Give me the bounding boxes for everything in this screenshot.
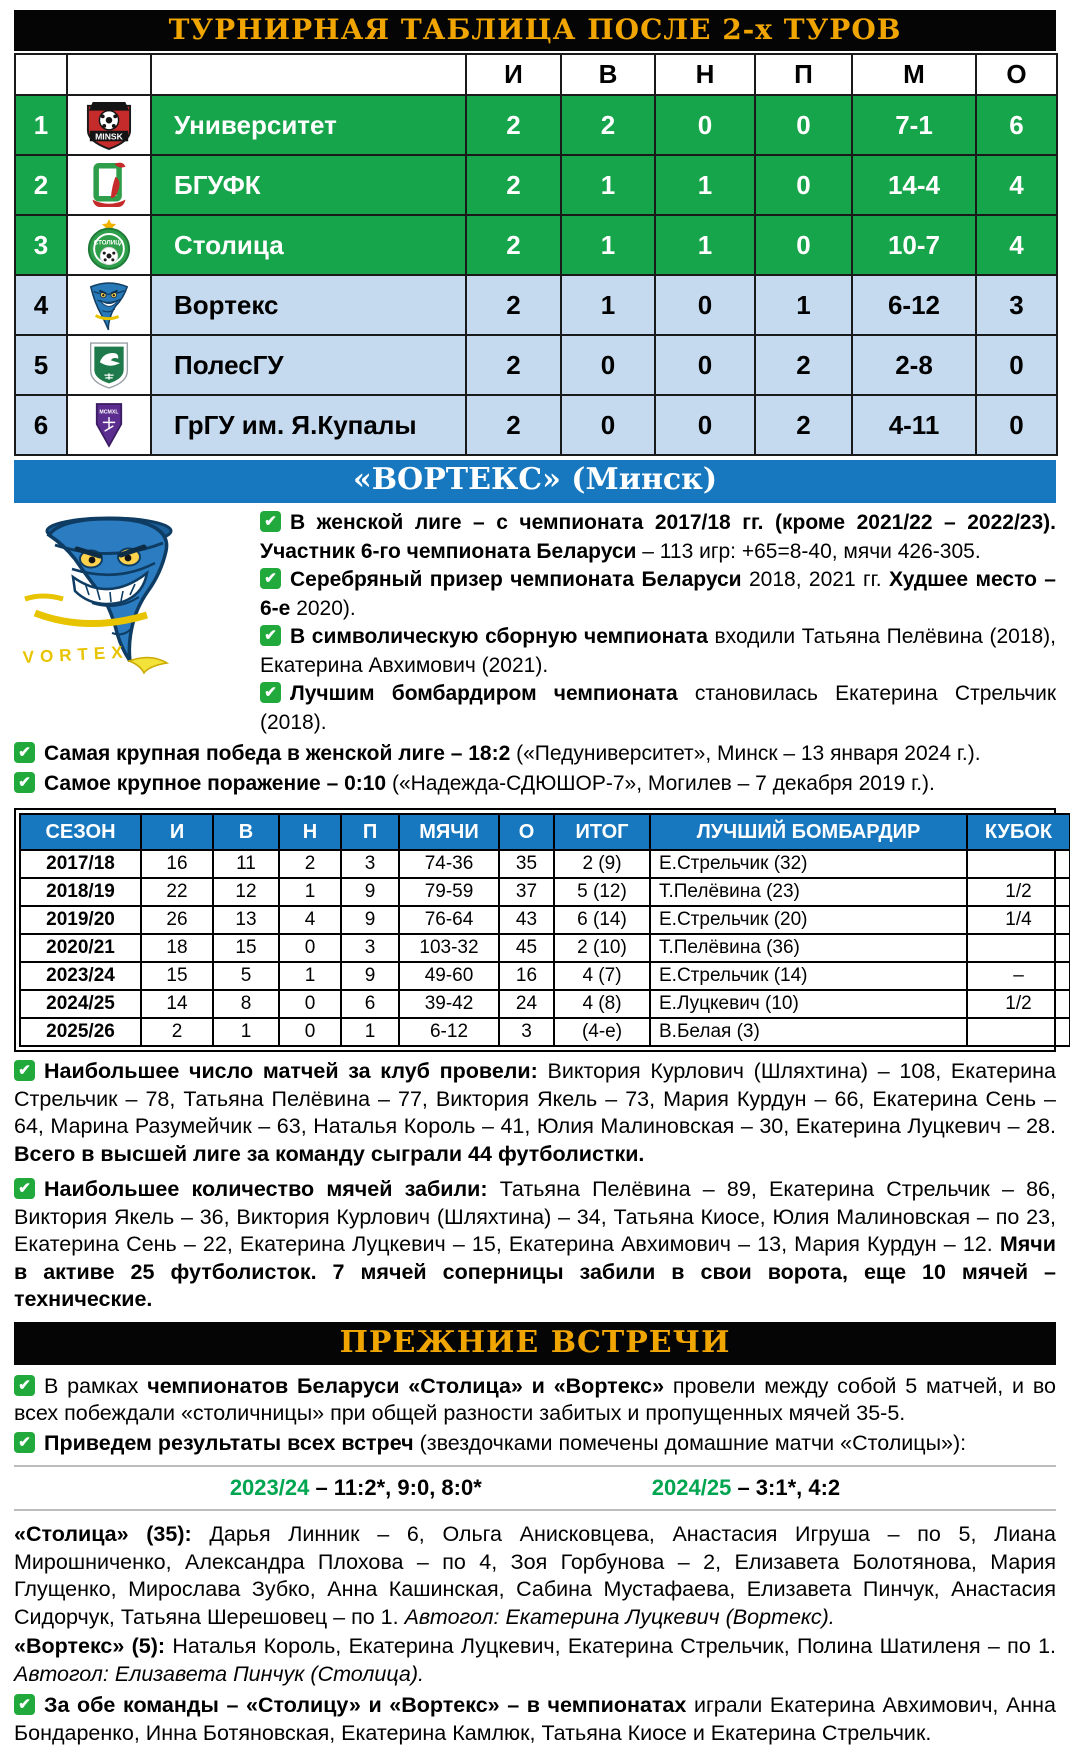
club-info-bullet: [260, 509, 1056, 566]
club-records-bullets: [14, 739, 1056, 798]
standings-column-header: В: [561, 54, 655, 95]
season-cell: В.Белая (3): [650, 1018, 967, 1046]
losses-cell: 1: [755, 275, 852, 335]
rank-cell: 3: [15, 215, 67, 275]
wins-cell: 0: [561, 395, 655, 455]
season-row: [20, 990, 1070, 1018]
standings-header-blank: [67, 54, 151, 95]
draws-cell: 0: [655, 395, 755, 455]
draws-cell: 0: [655, 95, 755, 155]
season-column-header: И: [141, 814, 213, 850]
rich-text: [260, 568, 1056, 620]
text-segment: Самое крупное поражение – 0:10: [44, 771, 392, 795]
season-cell: 2025/26: [20, 1018, 141, 1046]
season-cell: 3: [341, 850, 399, 878]
standings-header-blank: [15, 54, 67, 95]
text-segment: провели между собой 5 матчей, и во всех побеждали «столичницы» при общей разности забитых и пропущенных мячей 35-5.: [14, 1373, 1057, 1426]
points-cell: 4: [976, 155, 1057, 215]
club-info-list: [260, 509, 1056, 737]
rich-text: [14, 1522, 1056, 1629]
games-cell: 2: [466, 275, 561, 335]
season-scores: – 11:2*, 9:0, 8:0*: [309, 1475, 482, 1501]
text-segment: Худшее место – 6-е: [260, 568, 1056, 620]
season-cell: 3: [499, 1018, 554, 1046]
points-cell: 6: [976, 95, 1057, 155]
standings-column-header: Н: [655, 54, 755, 95]
team-logo-cell: [67, 215, 151, 275]
team-name-cell: ПолесГУ: [151, 335, 466, 395]
season-row: [20, 906, 1070, 934]
team-logo-cell: [67, 335, 151, 395]
season-row: [20, 1018, 1070, 1046]
points-cell: 0: [976, 395, 1057, 455]
text-segment: Серебряный призер чемпионата Беларуси: [290, 568, 749, 592]
points-cell: 3: [976, 275, 1057, 335]
season-cell: 2 (9): [554, 850, 650, 878]
season-cell: 9: [341, 906, 399, 934]
season-cell: 74-36: [399, 850, 499, 878]
team-logo-polesgu-icon: [69, 339, 149, 391]
season-history-frame: [14, 808, 1056, 1052]
season-cell: 2018/19: [20, 878, 141, 906]
team-name-cell: БГУФК: [151, 155, 466, 215]
season-row: [20, 878, 1070, 906]
text-segment: За обе команды – «Столицу» и «Вортекс» – в чемпионатах: [44, 1693, 694, 1718]
standings-header-blank: [151, 54, 466, 95]
text-segment: Татьяна Пелёвина – 89, Екатерина Стрельчик – 86, Виктория Якель – 36, Виктория Курлович (Шляхтина) – 34, Татьяна Киосе, Юлия Малиновская – по 23, Екатерина Сень – 22, Екатерина Луцкевич – 15, Екатерина Авхимович – 13, Мария Курдун – 12.: [14, 1177, 1056, 1257]
checkmark-icon: [14, 1432, 35, 1453]
text-segment: В символическую сборную чемпионата: [290, 625, 715, 649]
text-segment: «Столица» (35):: [14, 1522, 210, 1547]
season-cell: 4 (8): [554, 990, 650, 1018]
checkmark-icon: [14, 742, 35, 763]
team-logo-grgu-icon: [69, 399, 149, 451]
wins-cell: 1: [561, 275, 655, 335]
season-history-table: [19, 813, 1070, 1047]
team-name-cell: Университет: [151, 95, 466, 155]
season-cell: [967, 934, 1070, 962]
text-segment: 2018, 2021 гг.: [748, 568, 889, 592]
text-segment: 2020).: [296, 596, 356, 620]
standings-column-header: П: [755, 54, 852, 95]
tournament-title-bar: [14, 10, 1056, 51]
rich-text: [44, 742, 981, 765]
standings-row: [15, 275, 1057, 335]
season-cell: 1: [279, 878, 341, 906]
rich-text: [260, 682, 1056, 734]
draws-cell: 1: [655, 215, 755, 275]
standings-row: [15, 215, 1057, 275]
season-scores: – 3:1*, 4:2: [731, 1475, 841, 1501]
season-cell: 76-64: [399, 906, 499, 934]
records-paragraphs: [14, 1058, 1056, 1314]
season-cell: 16: [499, 962, 554, 990]
standings-row: [15, 335, 1057, 395]
season-cell: 2017/18: [20, 850, 141, 878]
stolitsa-scorers-paragraph: [14, 1521, 1056, 1631]
text-segment: Автогол: Елизавета Пинчук (Столица).: [14, 1661, 424, 1686]
season-cell: 6: [341, 990, 399, 1018]
season-cell: 1/2: [967, 878, 1070, 906]
season-cell: 13: [213, 906, 279, 934]
season-row: [20, 934, 1070, 962]
season-cell: 2019/20: [20, 906, 141, 934]
season-cell: 1: [341, 1018, 399, 1046]
season-cell: 16: [141, 850, 213, 878]
standings-row: [15, 395, 1057, 455]
season-cell: [967, 850, 1070, 878]
rich-text: [14, 1693, 1056, 1745]
season-cell: 18: [141, 934, 213, 962]
rank-cell: 5: [15, 335, 67, 395]
season-cell: (4-е): [554, 1018, 650, 1046]
season-cell: [967, 1018, 1070, 1046]
vortex-mascot-icon: [16, 511, 248, 679]
season-cell: 12: [213, 878, 279, 906]
season-cell: 4 (7): [554, 962, 650, 990]
season-cell: 22: [141, 878, 213, 906]
season-cell: 11: [213, 850, 279, 878]
team-logo-cell: [67, 275, 151, 335]
rich-text: [44, 1431, 966, 1455]
rank-cell: 1: [15, 95, 67, 155]
text-segment: Виктория Курлович (Шляхтина) – 108, Екатерина Стрельчик – 78, Татьяна Пелёвина – 77, Виктория Якель – 73, Мария Курдун – 66, Екатерина Сень – 64, Марина Разумейчик – 63, Наталья Король – 41, Юлия Малиновская – 30, Екатерина Луцкевич – 28.: [14, 1059, 1056, 1139]
season-cell: 1: [279, 962, 341, 990]
season-cell: 2: [141, 1018, 213, 1046]
svg-text:VORTEX: VORTEX: [22, 642, 129, 667]
losses-cell: 2: [755, 395, 852, 455]
rich-text: [14, 1059, 1056, 1166]
games-cell: 2: [466, 395, 561, 455]
season-cell: 3: [341, 934, 399, 962]
goals-cell: 7-1: [852, 95, 976, 155]
season-cell: 35: [499, 850, 554, 878]
games-cell: 2: [466, 215, 561, 275]
team-name-cell: ГрГУ им. Я.Купалы: [151, 395, 466, 455]
team-logo-cell: [67, 95, 151, 155]
season-results-group: [230, 1475, 482, 1501]
checkmark-icon: [260, 568, 281, 589]
rich-text: [14, 1634, 1056, 1686]
team-logo-bgufk-icon: [69, 159, 149, 211]
text-segment: становилась Екатерина Стрельчик (2018).: [260, 682, 1057, 734]
season-label: 2023/24: [229, 1475, 310, 1501]
club-info-bullet: [260, 680, 1056, 737]
season-cell: 45: [499, 934, 554, 962]
season-cell: 1/4: [967, 906, 1070, 934]
season-cell: 5 (12): [554, 878, 650, 906]
wins-cell: 0: [561, 335, 655, 395]
previous-meetings-title: ПРЕЖНИЕ ВСТРЕЧИ: [339, 1324, 731, 1360]
season-cell: 43: [499, 906, 554, 934]
results-strip: [14, 1465, 1056, 1511]
text-segment: Наибольшее количество мячей забили:: [44, 1177, 500, 1202]
text-segment: Наибольшее число матчей за клуб провели:: [44, 1059, 548, 1084]
points-cell: 0: [976, 335, 1057, 395]
team-banner-text: «ВОРТЕКС» (Минск): [352, 462, 718, 497]
season-cell: 6 (14): [554, 906, 650, 934]
text-segment: Автогол: Екатерина Луцкевич (Вортекс).: [404, 1604, 835, 1629]
standings-column-header: И: [466, 54, 561, 95]
season-cell: 39-42: [399, 990, 499, 1018]
season-cell: 14: [141, 990, 213, 1018]
club-info-bullet: [260, 566, 1056, 623]
previous-meetings-banner: [14, 1322, 1056, 1365]
text-segment: («Надежда-СДЮШОР-7», Могилев – 7 декабря 2019 г.).: [391, 771, 935, 795]
rank-cell: 2: [15, 155, 67, 215]
season-cell: 1/2: [967, 990, 1070, 1018]
season-cell: 24: [499, 990, 554, 1018]
season-cell: 1: [213, 1018, 279, 1046]
season-cell: 103-32: [399, 934, 499, 962]
rich-text: [44, 772, 935, 795]
meetings-bullet: [14, 1373, 1056, 1428]
most-goals-paragraph: [14, 1176, 1056, 1314]
season-cell: 9: [341, 962, 399, 990]
text-segment: Самая крупная победа в женской лиге – 18:2: [44, 742, 517, 766]
text-segment: Приведем результаты всех встреч: [44, 1430, 420, 1455]
rich-text: [260, 625, 1056, 677]
season-header-row: [20, 814, 1070, 850]
season-cell: 15: [213, 934, 279, 962]
losses-cell: 2: [755, 335, 852, 395]
season-column-header: П: [341, 814, 399, 850]
season-column-header: СЕЗОН: [20, 814, 141, 850]
both-teams-bullet: [14, 1692, 1056, 1747]
team-logo-universitet-icon: [69, 99, 149, 151]
team-banner: [14, 460, 1056, 503]
team-name-cell: Столица: [151, 215, 466, 275]
season-column-header: КУБОК: [967, 814, 1070, 850]
losses-cell: 0: [755, 215, 852, 275]
team-logo-stolitsa-icon: [69, 219, 149, 271]
rank-cell: 4: [15, 275, 67, 335]
season-label: 2024/25: [651, 1475, 732, 1501]
text-segment: входили Татьяна Пелёвина (2018), Екатерина Авхимович (2021).: [260, 625, 1056, 677]
draws-cell: 0: [655, 275, 755, 335]
text-segment: Мячи в активе 25 футболисток. 7 мячей соперницы забили в свои ворота, еще 10 мячей – технические.: [14, 1232, 1056, 1312]
text-segment: Дарья Линник – 6, Ольга Анисковцева, Анастасия Игруша – по 5, Лиана Мирошниченко, Александра Плохова – по 4, Зоя Горбунова – 2, Елизавета Болотянова, Мария Глущенко, Мирослава Зубко, Анна Кашинская, Сабина Мустафаева, Елизавета Пинчук, Анастасия Сидорчук, Татьяна Шерешовец – по 1.: [14, 1522, 1057, 1629]
checkmark-icon: [260, 682, 281, 703]
text-segment: Наталья Король, Екатерина Луцкевич, Екатерина Стрельчик, Полина Шатиленя – по 1.: [172, 1634, 1056, 1659]
wins-cell: 1: [561, 155, 655, 215]
wins-cell: 2: [561, 95, 655, 155]
standings-table: [14, 53, 1058, 456]
wins-cell: 1: [561, 215, 655, 275]
season-cell: 26: [141, 906, 213, 934]
text-segment: («Педуниверситет», Минск – 13 января 2024 г.).: [516, 742, 981, 766]
text-segment: Лучшим бомбардиром чемпионата: [290, 682, 695, 706]
draws-cell: 0: [655, 335, 755, 395]
season-cell: 0: [279, 934, 341, 962]
season-cell: 4: [279, 906, 341, 934]
standings-row: [15, 95, 1057, 155]
season-cell: 9: [341, 878, 399, 906]
team-name-cell: Вортекс: [151, 275, 466, 335]
season-cell: 0: [279, 990, 341, 1018]
text-segment: играли Екатерина Авхимович, Анна Бондаренко, Инна Ботяновская, Екатерина Камлюк, Татьяна Киосе и Екатерина Стрельчик.: [14, 1693, 1057, 1745]
club-logo: [14, 509, 260, 737]
season-cell: 79-59: [399, 878, 499, 906]
season-cell: Е.Луцкевич (10): [650, 990, 967, 1018]
most-matches-paragraph: [14, 1058, 1056, 1168]
text-segment: Всего в высшей лиге за команду сыграли 44 футболистки.: [14, 1141, 645, 1166]
season-cell: Е.Стрельчик (20): [650, 906, 967, 934]
season-cell: 2023/24: [20, 962, 141, 990]
tournament-title: ТУРНИРНАЯ ТАБЛИЦА ПОСЛЕ 2-х ТУРОВ: [168, 13, 902, 46]
meetings-bullet: [14, 1430, 1056, 1458]
record-bullet: [14, 769, 1056, 798]
games-cell: 2: [466, 95, 561, 155]
checkmark-icon: [260, 511, 281, 532]
season-column-header: МЯЧИ: [399, 814, 499, 850]
club-info-section: [14, 509, 1056, 737]
draws-cell: 1: [655, 155, 755, 215]
rank-cell: 6: [15, 395, 67, 455]
season-cell: 37: [499, 878, 554, 906]
losses-cell: 0: [755, 155, 852, 215]
games-cell: 2: [466, 335, 561, 395]
checkmark-icon: [260, 625, 281, 646]
season-cell: Т.Пелёвина (36): [650, 934, 967, 962]
games-cell: 2: [466, 155, 561, 215]
season-cell: 2: [279, 850, 341, 878]
text-segment: чемпионатов Беларуси «Столица» и «Вортекс»: [147, 1373, 673, 1398]
text-segment: «Вортекс» (5):: [14, 1634, 173, 1659]
svg-text:МСМХL: МСМХL: [99, 409, 119, 416]
rich-text: [260, 511, 1056, 563]
season-row: [20, 962, 1070, 990]
standings-header-row: [15, 54, 1057, 95]
season-cell: –: [967, 962, 1070, 990]
text-segment: В рамках: [44, 1373, 148, 1398]
text-segment: – 113 игр: +65=8-40, мячи 426-305.: [642, 539, 981, 563]
goals-cell: 6-12: [852, 275, 976, 335]
season-cell: 2020/21: [20, 934, 141, 962]
svg-text:MINSK: MINSK: [95, 131, 123, 142]
season-cell: Е.Стрельчик (32): [650, 850, 967, 878]
checkmark-icon: [14, 1178, 35, 1199]
text-segment: В женской лиге – с чемпионата 2017/18 гг. (кроме 2021/22 – 2022/23). Участник 6-го чемпионата Беларуси: [260, 511, 1056, 563]
goals-cell: 2-8: [852, 335, 976, 395]
season-results-group: [652, 1475, 840, 1501]
season-column-header: О: [499, 814, 554, 850]
checkmark-icon: [14, 1694, 35, 1715]
losses-cell: 0: [755, 95, 852, 155]
season-cell: 6-12: [399, 1018, 499, 1046]
season-cell: 49-60: [399, 962, 499, 990]
meetings-section: [14, 1373, 1056, 1748]
standings-column-header: О: [976, 54, 1057, 95]
standings-column-header: М: [852, 54, 976, 95]
standings-row: [15, 155, 1057, 215]
team-logo-vortex-icon: [69, 279, 149, 331]
season-cell: 5: [213, 962, 279, 990]
text-segment: (звездочками помечены домашние матчи «Столицы»):: [419, 1430, 967, 1455]
vortex-scorers-paragraph: [14, 1633, 1056, 1688]
season-column-header: ИТОГ: [554, 814, 650, 850]
season-cell: Т.Пелёвина (23): [650, 878, 967, 906]
season-cell: 2024/25: [20, 990, 141, 1018]
club-info-bullet: [260, 623, 1056, 680]
season-row: [20, 850, 1070, 878]
season-column-header: ЛУЧШИЙ БОМБАРДИР: [650, 814, 967, 850]
season-cell: Е.Стрельчик (14): [650, 962, 967, 990]
season-cell: 2 (10): [554, 934, 650, 962]
rich-text: [14, 1177, 1056, 1311]
svg-text:СТОЛИЦА: СТОЛИЦА: [93, 239, 125, 247]
season-cell: 8: [213, 990, 279, 1018]
season-column-header: В: [213, 814, 279, 850]
goals-cell: 14-4: [852, 155, 976, 215]
goals-cell: 4-11: [852, 395, 976, 455]
points-cell: 4: [976, 215, 1057, 275]
record-bullet: [14, 739, 1056, 768]
checkmark-icon: [14, 1375, 35, 1396]
rich-text: [14, 1374, 1056, 1426]
team-logo-cell: [67, 395, 151, 455]
checkmark-icon: [14, 772, 35, 793]
checkmark-icon: [14, 1060, 35, 1081]
season-column-header: Н: [279, 814, 341, 850]
season-cell: 15: [141, 962, 213, 990]
goals-cell: 10-7: [852, 215, 976, 275]
team-logo-cell: [67, 155, 151, 215]
season-cell: 0: [279, 1018, 341, 1046]
